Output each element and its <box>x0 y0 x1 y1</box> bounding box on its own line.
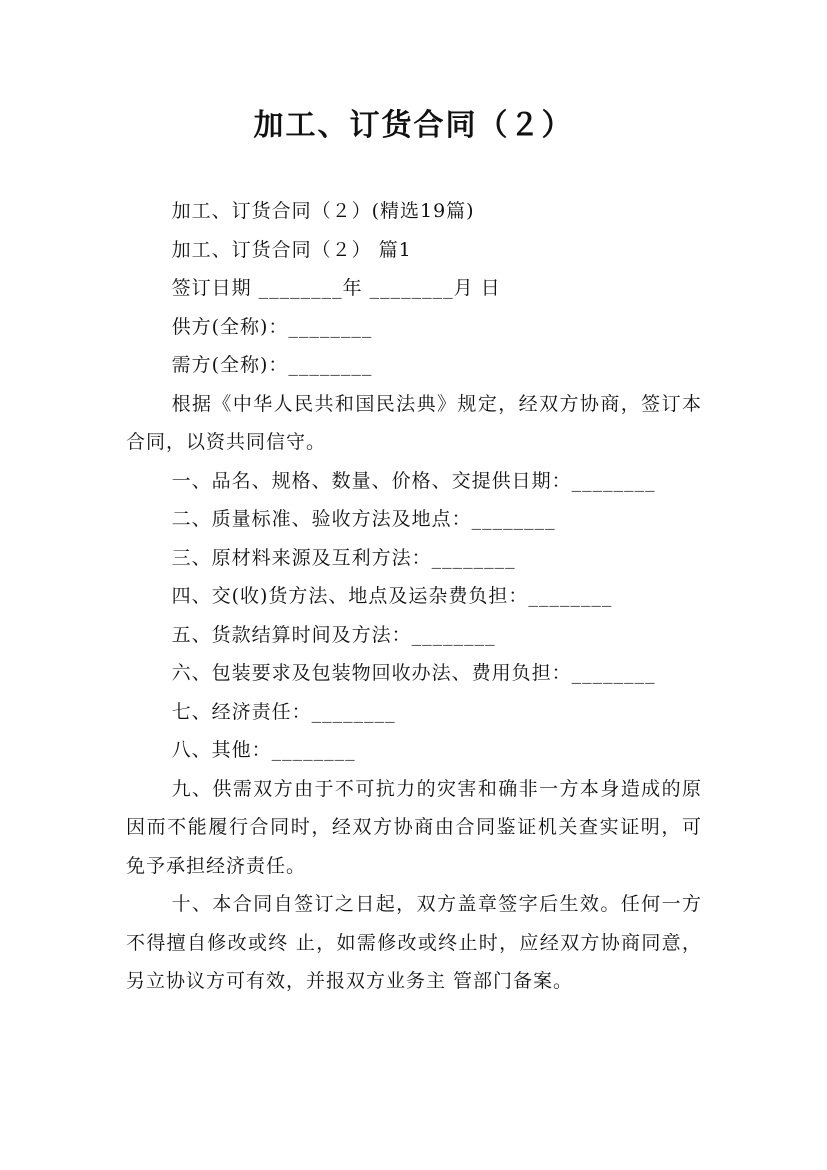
clause-9-paragraph: 九、供需双方由于不可抗力的灾害和确非一方本身造成的原因而不能履行合同时，经双方协商由合同鉴证机关查实证明，可免予承担经济责任。 <box>126 777 702 877</box>
clause-3-paragraph: 三、原材料来源及互利方法：________ <box>171 546 516 569</box>
preamble-paragraph: 根据《中华人民共和国民法典》规定，经双方协商，签订本合同，以资共同信守。 <box>126 392 702 453</box>
clause-1-paragraph: 一、品名、规格、数量、价格、交提供日期：________ <box>171 469 656 492</box>
subtitle-paragraph: 加工、订货合同（２）(精选19篇) <box>171 200 475 222</box>
clause-8-paragraph: 八、其他：________ <box>171 739 356 761</box>
section-heading-paragraph: 加工、订货合同（２） 篇1 <box>171 238 412 261</box>
supplier-paragraph: 供方(全称)：________ <box>171 315 373 338</box>
clause-10-paragraph: 十、本合同自签订之日起，双方盖章签字后生效。任何一方不得擅自修改或终 止，如需修改或终止时，应经双方协商同意，另立协议方可有效，并报双方业务主 管部门备案。 <box>126 893 702 992</box>
clause-6-paragraph: 六、包装要求及包装物回收办法、费用负担：________ <box>171 662 656 684</box>
clause-4-paragraph: 四、交(收)货方法、地点及运杂费负担：________ <box>171 585 613 607</box>
document-title: 加工、订货合同（２） <box>253 108 574 143</box>
document-body <box>126 192 702 1001</box>
clause-7-paragraph: 七、经济责任：________ <box>171 700 396 723</box>
signing-date-paragraph: 签订日期 ________年 ________月 日 <box>171 277 501 299</box>
clause-2-paragraph: 二、质量标准、验收方法及地点：________ <box>171 508 556 530</box>
buyer-paragraph: 需方(全称)：________ <box>171 354 373 376</box>
clause-5-paragraph: 五、货款结算时间及方法：________ <box>171 623 496 646</box>
